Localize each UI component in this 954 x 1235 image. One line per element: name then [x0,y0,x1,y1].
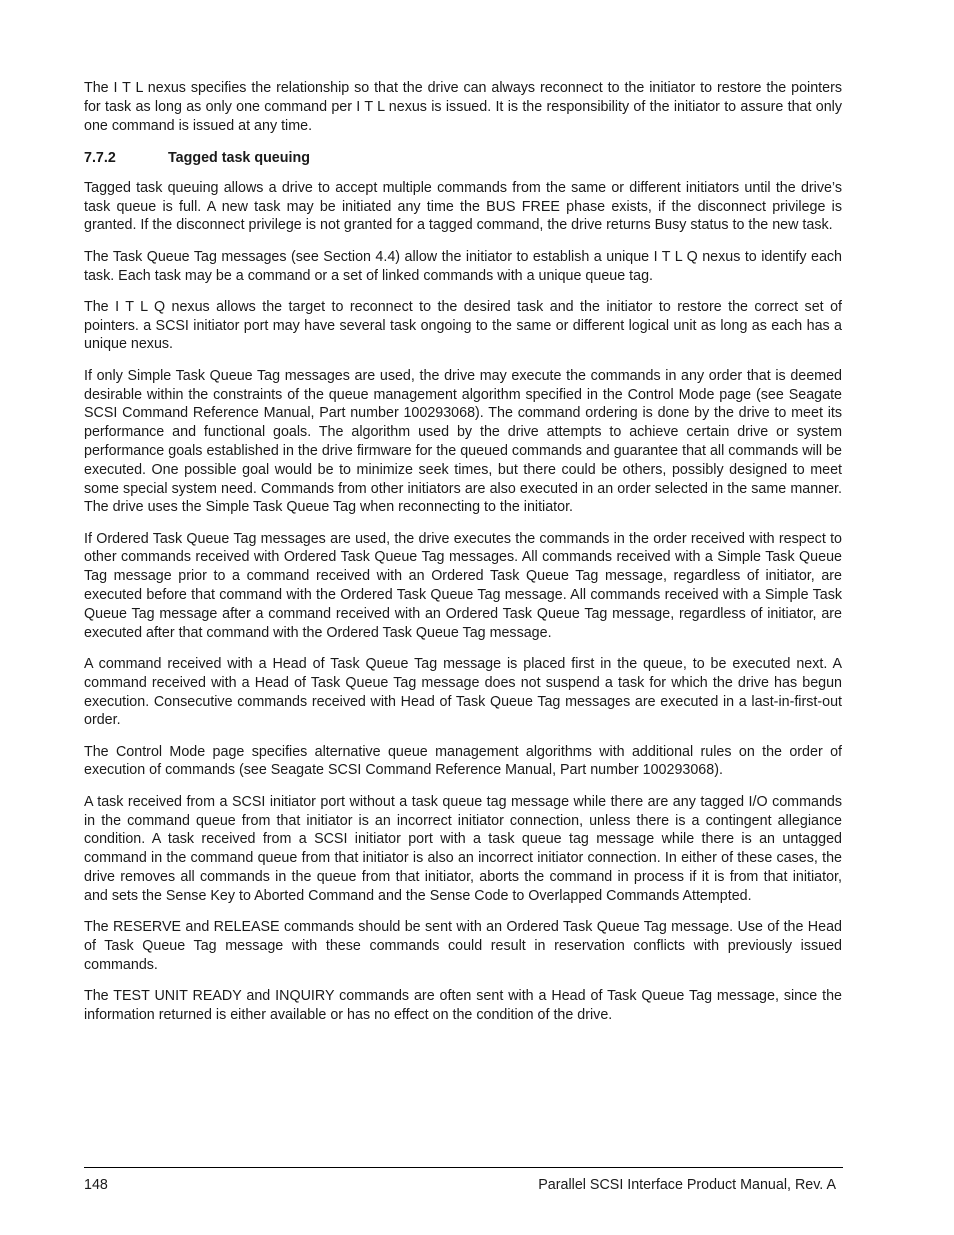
body-paragraph: A task received from a SCSI initiator port without a task queue tag message while there are any tagged I/O commands in the command queue from that initiator is an incorrect initiator connection, unless there is a contingent allegiance condition. A task received from a SCSI initiator port with a task queue tag message while there is an untagged command in the command queue from that initiator is also an incorrect initiator connection. In either of these cases, the drive removes all commands in the queue from that initiator, aborts the command in process if it is from that initiator, and sets the Sense Key to Aborted Command and the Sense Code to Overlapped Commands Attempted. [84,793,842,904]
page-number: 148 [84,1177,108,1193]
intro-paragraph: The I T L nexus specifies the relationship so that the drive can always reconnect to the initiator to restore the pointers for task as long as only one command per I T L nexus is issued. It is the responsibility of the initiator to assure that only one command is issued at any time. [84,80,842,134]
body-paragraph: The RESERVE and RELEASE commands should be sent with an Ordered Task Queue Tag message. Use of the Head of Task Queue Tag message with these commands could result in reservation conflicts with previously issued commands. [84,918,842,973]
section-number: 7.7.2 [84,150,116,167]
page-body [84,79,842,1037]
body-paragraph: If Ordered Task Queue Tag messages are used, the drive executes the commands in the order received with respect to other commands received with Ordered Task Queue Tag messages. All commands received with a Simple Task Queue Tag message prior to a command received with an Ordered Task Queue Tag message, regardless of initiator, are executed before that command with the Ordered Task Queue Tag message. All commands received with a Simple Task Queue Tag message after a command received with an Ordered Task Queue Tag message, regardless of initiator, are executed after that command with the Ordered Task Queue Tag message. [84,530,842,641]
document-title: Parallel SCSI Interface Product Manual, Rev. A [538,1177,836,1193]
body-paragraph: The I T L Q nexus allows the target to reconnect to the desired task and the initiator to restore the correct set of pointers. a SCSI initiator port may have several task ongoing to the same or different logical unit as long as each has a unique nexus. [84,298,842,353]
section-heading [84,149,842,167]
section-title: Tagged task queuing [168,150,310,167]
body-paragraph: The Control Mode page specifies alternative queue management algorithms with additional rules on the order of execution of commands (see Seagate SCSI Command Reference Manual, Part number 100293068). [84,743,842,779]
body-paragraph: The Task Queue Tag messages (see Section 4.4) allow the initiator to establish a unique I T L Q nexus to identify each task. Each task may be a command or a set of linked commands with a unique queue tag. [84,248,842,284]
body-paragraph: A command received with a Head of Task Queue Tag message is placed first in the queue, to be executed next. A command received with a Head of Task Queue Tag message does not suspend a task for which the drive has begun execution. Consecutive commands received with Head of Task Queue Tag messages are executed in a last-in-first-out order. [84,655,842,729]
body-paragraph: The TEST UNIT READY and INQUIRY commands are often sent with a Head of Task Queue Tag message, since the information returned is either available or has no effect on the condition of the drive. [84,987,842,1023]
body-paragraph: Tagged task queuing allows a drive to accept multiple commands from the same or different initiators until the drive’s task queue is full. A new task may be initiated any time the BUS FREE phase exists, if the disconnect privilege is granted. If the disconnect privilege is not granted for a tagged command, the drive returns Busy status to the new task. [84,179,842,234]
page-footer [84,1176,836,1194]
footer-divider [84,1167,843,1168]
body-paragraph: If only Simple Task Queue Tag messages are used, the drive may execute the commands in any order that is deemed desirable within the constraints of the queue management algorithm specified in the Control Mode page (see Seagate SCSI Command Reference Manual, Part number 100293068). The command ordering is done by the drive to meet its performance and functional goals. The algorithm used by the drive attempts to achieve certain drive or system performance goals established in the drive firmware for the queued commands and guarantee that all commands will be executed. One possible goal would be to minimize seek times, but there could be others, possibly designed to meet some special system need. Commands from other initiators are also executed in an order selected in the same manner. The drive uses the Simple Task Queue Tag when reconnecting to the initiator. [84,367,842,516]
